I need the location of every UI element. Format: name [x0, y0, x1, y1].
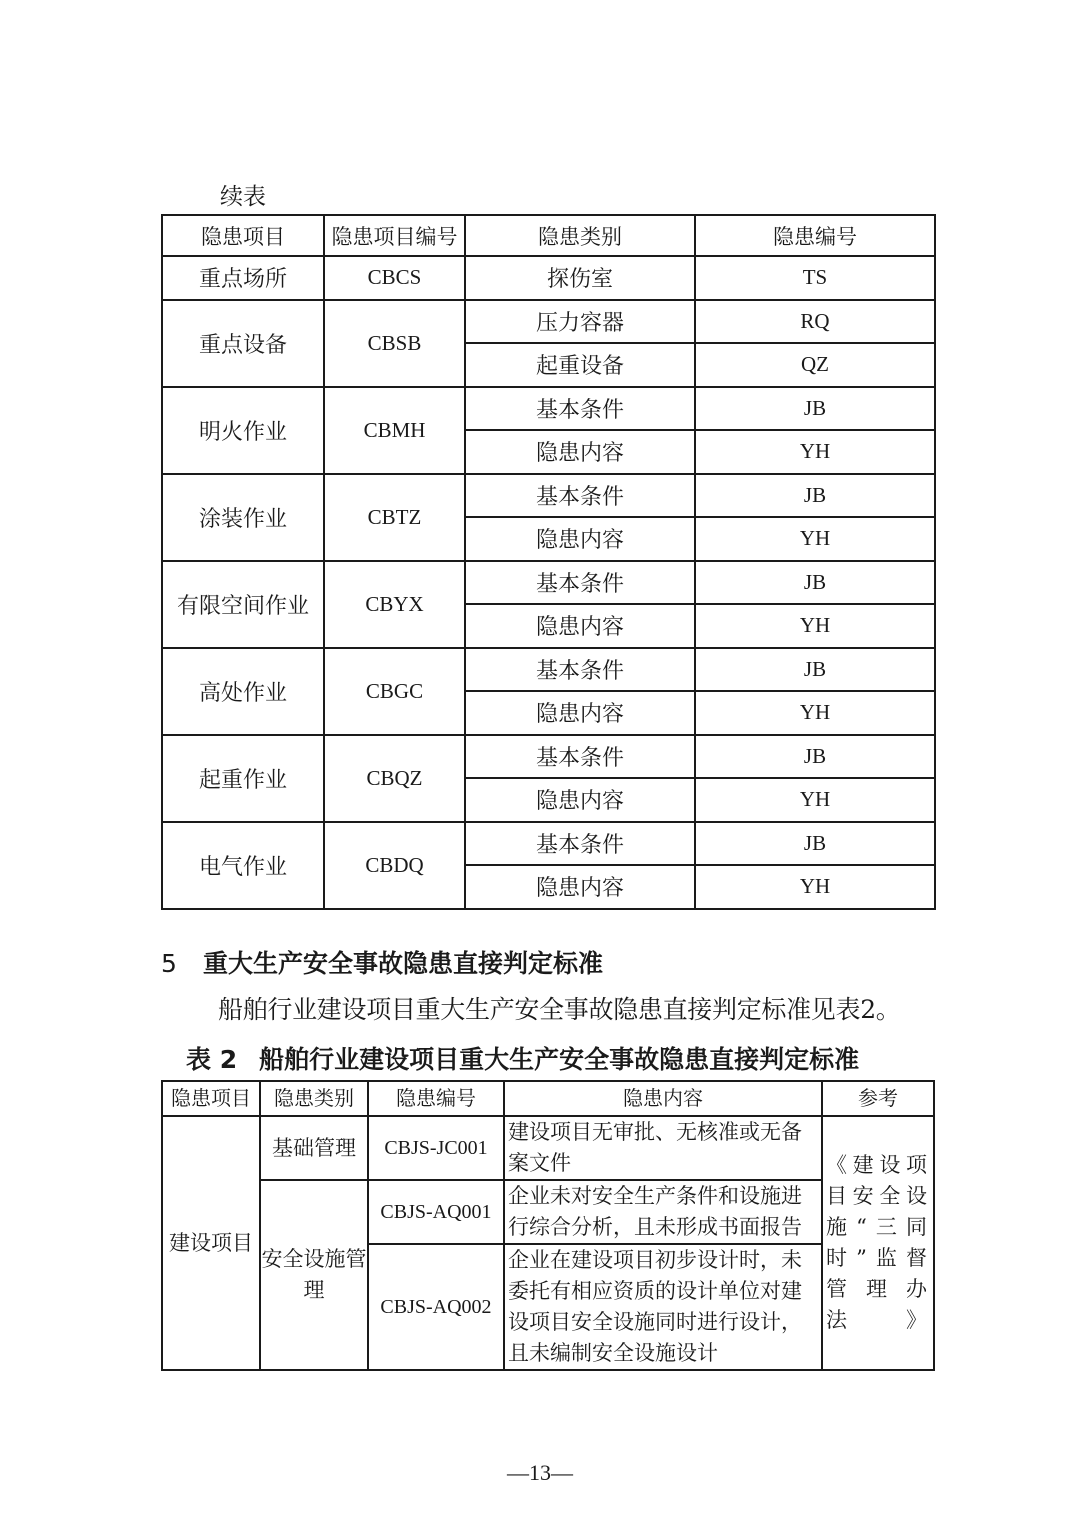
hazard-item-cell: 明火作业 — [162, 387, 324, 474]
table2-header-cell: 参考 — [822, 1081, 934, 1116]
hazard-category-cell: 基本条件 — [465, 735, 695, 779]
table2-row — [162, 1180, 934, 1244]
hazard-category-cell: 基本条件 — [465, 474, 695, 518]
page-number: —13— — [507, 1460, 573, 1485]
hazard-category-cell: 隐患内容 — [465, 430, 695, 474]
table2-code-cell: CBJS-AQ002 — [368, 1244, 504, 1370]
table2-caption-number: 表 2 — [186, 1045, 238, 1074]
table2-header-cell: 隐患项目 — [162, 1081, 260, 1116]
hazard-code-table — [161, 214, 936, 910]
hazard-item-code-cell: CBSB — [324, 300, 465, 387]
table1-row — [162, 735, 935, 779]
hazard-category-cell: 起重设备 — [465, 343, 695, 387]
table1-header-cell: 隐患类别 — [465, 215, 695, 256]
hazard-category-cell: 隐患内容 — [465, 865, 695, 909]
hazard-code-cell: RQ — [695, 300, 935, 344]
section-title: 重大生产安全事故隐患直接判定标准 — [203, 949, 604, 978]
table2-item-cell: 建设项目 — [162, 1116, 260, 1370]
table2-caption-title: 船舶行业建设项目重大生产安全事故隐患直接判定标准 — [259, 1045, 860, 1074]
table2-header-cell: 隐患类别 — [260, 1081, 368, 1116]
hazard-item-code-cell: CBTZ — [324, 474, 465, 561]
table2-reference-cell: 《建设项目安全设施“三同时”监督管理办法》 — [822, 1116, 934, 1370]
hazard-code-cell: YH — [695, 430, 935, 474]
hazard-code-cell: TS — [695, 256, 935, 300]
table2-header-row — [162, 1081, 934, 1116]
hazard-code-cell: QZ — [695, 343, 935, 387]
table2-code-cell: CBJS-JC001 — [368, 1116, 504, 1180]
table1-row — [162, 822, 935, 866]
table2-content-cell: 企业在建设项目初步设计时，未委托有相应资质的设计单位对建设项目安全设施同时进行设计，且未编制安全设施设计 — [504, 1244, 822, 1370]
table2-caption — [186, 1040, 859, 1076]
hazard-code-cell: YH — [695, 604, 935, 648]
hazard-code-cell: YH — [695, 691, 935, 735]
table2-header-cell: 隐患内容 — [504, 1081, 822, 1116]
hazard-category-cell: 探伤室 — [465, 256, 695, 300]
hazard-category-cell: 基本条件 — [465, 561, 695, 605]
hazard-item-cell: 涂装作业 — [162, 474, 324, 561]
hazard-category-cell: 压力容器 — [465, 300, 695, 344]
section-heading — [161, 944, 603, 980]
hazard-item-code-cell: CBGC — [324, 648, 465, 735]
table1-row — [162, 256, 935, 300]
hazard-item-code-cell: CBQZ — [324, 735, 465, 822]
hazard-category-cell: 隐患内容 — [465, 604, 695, 648]
table1-header-cell: 隐患编号 — [695, 215, 935, 256]
hazard-code-cell: JB — [695, 648, 935, 692]
table1-header-cell: 隐患项目 — [162, 215, 324, 256]
table1-row — [162, 648, 935, 692]
hazard-item-cell: 起重作业 — [162, 735, 324, 822]
table2-category-cell: 安全设施管理 — [260, 1180, 368, 1370]
hazard-category-cell: 基本条件 — [465, 822, 695, 866]
table1-row — [162, 561, 935, 605]
table2-content-cell: 建设项目无审批、无核准或无备案文件 — [504, 1116, 822, 1180]
table1-header-cell: 隐患项目编号 — [324, 215, 465, 256]
hazard-code-cell: YH — [695, 517, 935, 561]
hazard-category-cell: 隐患内容 — [465, 691, 695, 735]
hazard-item-cell: 高处作业 — [162, 648, 324, 735]
hazard-item-code-cell: CBCS — [324, 256, 465, 300]
hazard-code-cell: JB — [695, 735, 935, 779]
hazard-item-code-cell: CBMH — [324, 387, 465, 474]
hazard-code-cell: JB — [695, 822, 935, 866]
table1-header-row — [162, 215, 935, 256]
hazard-category-cell: 隐患内容 — [465, 517, 695, 561]
table1-row — [162, 300, 935, 344]
hazard-category-cell: 隐患内容 — [465, 778, 695, 822]
hazard-code-cell: YH — [695, 865, 935, 909]
hazard-code-cell: JB — [695, 561, 935, 605]
continuation-label: 续表 — [220, 184, 266, 210]
hazard-item-code-cell: CBYX — [324, 561, 465, 648]
hazard-code-cell: JB — [695, 474, 935, 518]
hazard-category-cell: 基本条件 — [465, 648, 695, 692]
table1-row — [162, 474, 935, 518]
section-number: 5 — [161, 949, 177, 978]
table2-header-cell: 隐患编号 — [368, 1081, 504, 1116]
table2-code-cell: CBJS-AQ001 — [368, 1180, 504, 1244]
body-paragraph: 船舶行业建设项目重大生产安全事故隐患直接判定标准见表2。 — [218, 995, 901, 1024]
hazard-item-code-cell: CBDQ — [324, 822, 465, 909]
table2-row — [162, 1116, 934, 1180]
hazard-criteria-table — [161, 1080, 935, 1371]
hazard-code-cell: YH — [695, 778, 935, 822]
table2-content-cell: 企业未对安全生产条件和设施进行综合分析，且未形成书面报告 — [504, 1180, 822, 1244]
hazard-item-cell: 电气作业 — [162, 822, 324, 909]
hazard-code-cell: JB — [695, 387, 935, 431]
hazard-item-cell: 有限空间作业 — [162, 561, 324, 648]
table2-category-cell: 基础管理 — [260, 1116, 368, 1180]
hazard-item-cell: 重点设备 — [162, 300, 324, 387]
hazard-item-cell: 重点场所 — [162, 256, 324, 300]
table1-row — [162, 387, 935, 431]
hazard-category-cell: 基本条件 — [465, 387, 695, 431]
